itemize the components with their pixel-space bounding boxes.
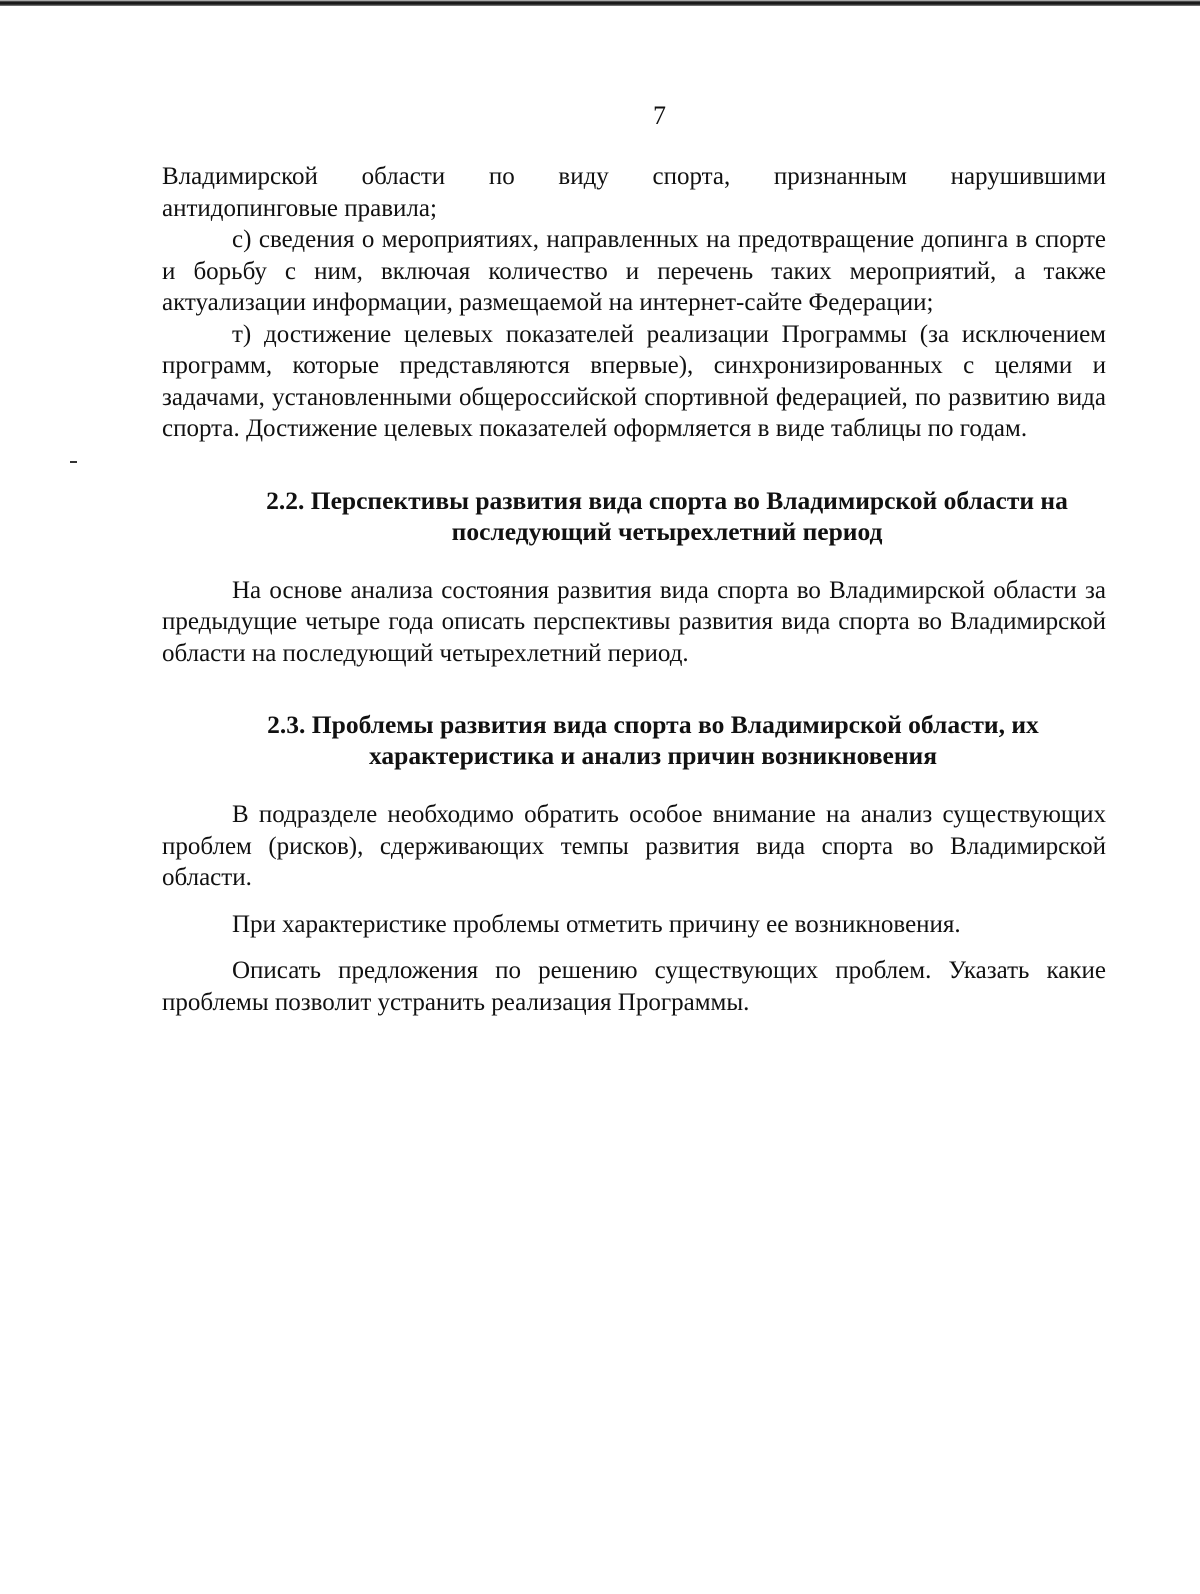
paragraph-item-t: т) достижение целевых показателей реализации Программы (за исключением программ, которые представляются впервые), синхронизированных с целями и задачами, установленными общероссийской спортивной федерацией, по развитию вида спорта. Достижение целевых показателей оформляется в виде таблицы по годам.: [162, 320, 1106, 442]
section-2-3-paragraph-1: В подразделе необходимо обратить особое внимание на анализ существующих проблем (рисков), сдерживающих темпы развития вида спорта во Владимирской области.: [162, 801, 1106, 891]
paragraph-item-s: с) сведения о мероприятиях, направленных на предотвращение допинга в спорте и борьбу с ним, включая количество и перечень таких мероприятий, а также актуализации информации, размещаемой на интернет-сайте Федерации;: [162, 226, 1106, 316]
section-2-3-heading-line1: 2.3. Проблемы развития вида спорта во Владимирской области, их: [267, 710, 1039, 739]
document-body: [162, 161, 1106, 1018]
section-2-2-paragraph: На основе анализа состояния развития вида спорта во Владимирской области за предыдущие четыре года описать перспективы развития вида спорта во Владимирской области на последующий четырехлетний период.: [162, 576, 1106, 667]
section-2-3-paragraph-2: При характеристике проблемы отметить причину ее возникновения.: [232, 910, 961, 938]
continued-paragraph-line2: антидопинговые правила;: [162, 194, 437, 222]
section-2-3-paragraph-3: Описать предложения по решению существующих проблем. Указать какие проблемы позволит устранить реализация Программы.: [162, 957, 1106, 1016]
continued-paragraph-line1: Владимирской области по виду спорта, признанным нарушившими: [162, 163, 1106, 190]
section-2-3-heading-line2: характеристика и анализ причин возникновения: [368, 741, 938, 770]
section-2-3-heading: [162, 709, 1106, 771]
page-number: 7: [653, 101, 666, 130]
margin-mark: [70, 461, 77, 463]
scan-top-border: [0, 0, 1200, 6]
section-2-2-heading-line1: 2.2. Перспективы развития вида спорта во Владимирской области на: [266, 485, 1068, 515]
section-2-2-heading: [162, 485, 1106, 547]
section-2-2-heading-line2: последующий четырехлетний период: [451, 516, 883, 546]
